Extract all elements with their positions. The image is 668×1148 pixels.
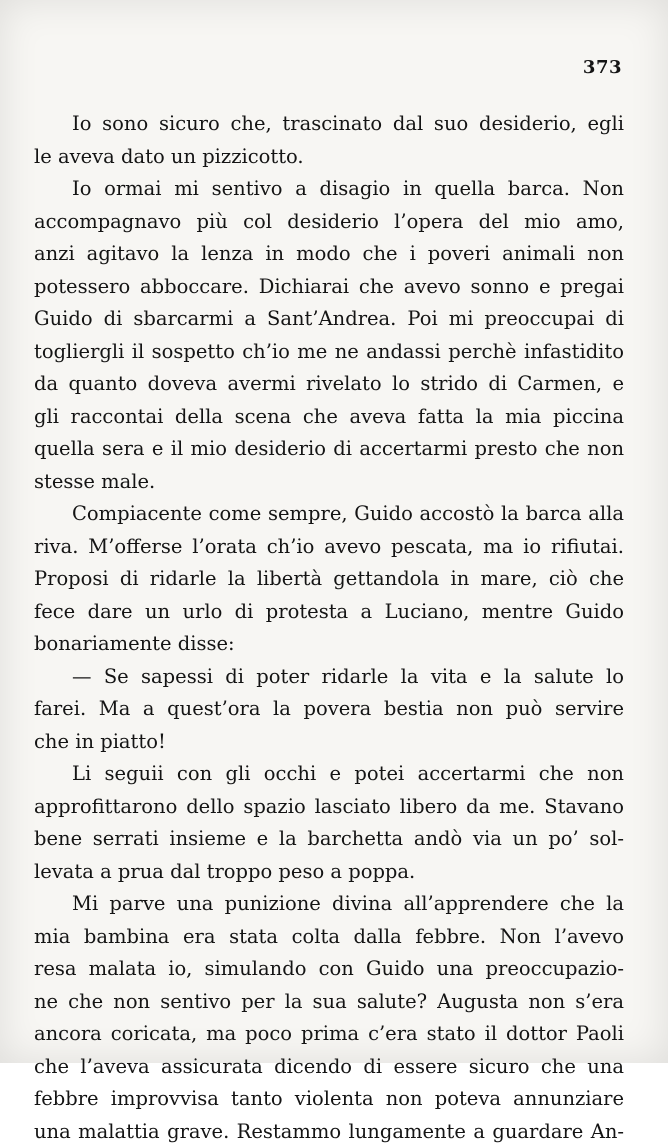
- text-line: una malattia grave. Restammo lungamente a guardare An-: [34, 1116, 624, 1148]
- text-line: resa malata io, simulando con Guido una preoccupazio-: [34, 953, 624, 986]
- text-line: gli raccontai della scena che aveva fatta la mia piccina: [34, 401, 624, 434]
- text-line: ne che non sentivo per la sua salute? Augusta non s’era: [34, 986, 624, 1019]
- text-line: ancora coricata, ma poco prima c’era stato il dottor Paoli: [34, 1018, 624, 1051]
- body-text: [34, 108, 624, 1148]
- text-line: potessero abboccare. Dichiarai che avevo sonno e pregai: [34, 271, 624, 304]
- text-line: febbre improvvisa tanto violenta non poteva annunziare: [34, 1083, 624, 1116]
- text-line: levata a prua dal troppo peso a poppa.: [34, 856, 624, 889]
- text-line: bonariamente disse:: [34, 628, 624, 661]
- page-number: 373: [583, 57, 622, 78]
- text-line: da quanto doveva avermi rivelato lo strido di Carmen, e: [34, 368, 624, 401]
- text-line: quella sera e il mio desiderio di accertarmi presto che non: [34, 433, 624, 466]
- text-line: anzi agitavo la lenza in modo che i poveri animali non: [34, 238, 624, 271]
- text-line: riva. M’offerse l’orata ch’io avevo pescata, ma io rifiutai.: [34, 531, 624, 564]
- text-line: Proposi di ridarle la libertà gettandola in mare, ciò che: [34, 563, 624, 596]
- text-line: Io sono sicuro che, trascinato dal suo desiderio, egli: [34, 108, 624, 141]
- text-line: che l’aveva assicurata dicendo di essere sicuro che una: [34, 1051, 624, 1084]
- text-line: mia bambina era stata colta dalla febbre. Non l’avevo: [34, 921, 624, 954]
- text-line: le aveva dato un pizzicotto.: [34, 141, 624, 174]
- text-line: Li seguii con gli occhi e potei accertarmi che non: [34, 758, 624, 791]
- text-line: togliergli il sospetto ch’io me ne andassi perchè infastidito: [34, 336, 624, 369]
- text-line: accompagnavo più col desiderio l’opera del mio amo,: [34, 206, 624, 239]
- text-line: fece dare un urlo di protesta a Luciano, mentre Guido: [34, 596, 624, 629]
- text-line: Guido di sbarcarmi a Sant’Andrea. Poi mi preoccupai di: [34, 303, 624, 336]
- text-line: stesse male.: [34, 466, 624, 499]
- text-line: farei. Ma a quest’ora la povera bestia non può servire: [34, 693, 624, 726]
- text-line: bene serrati insieme e la barchetta andò via un po’ sol-: [34, 823, 624, 856]
- text-line: Mi parve una punizione divina all’apprendere che la: [34, 888, 624, 921]
- text-line: che in piatto!: [34, 726, 624, 759]
- text-line: approfittarono dello spazio lasciato libero da me. Stavano: [34, 791, 624, 824]
- text-line: Compiacente come sempre, Guido accostò la barca alla: [34, 498, 624, 531]
- text-line: — Se sapessi di poter ridarle la vita e la salute lo: [34, 661, 624, 694]
- text-line: Io ormai mi sentivo a disagio in quella barca. Non: [34, 173, 624, 206]
